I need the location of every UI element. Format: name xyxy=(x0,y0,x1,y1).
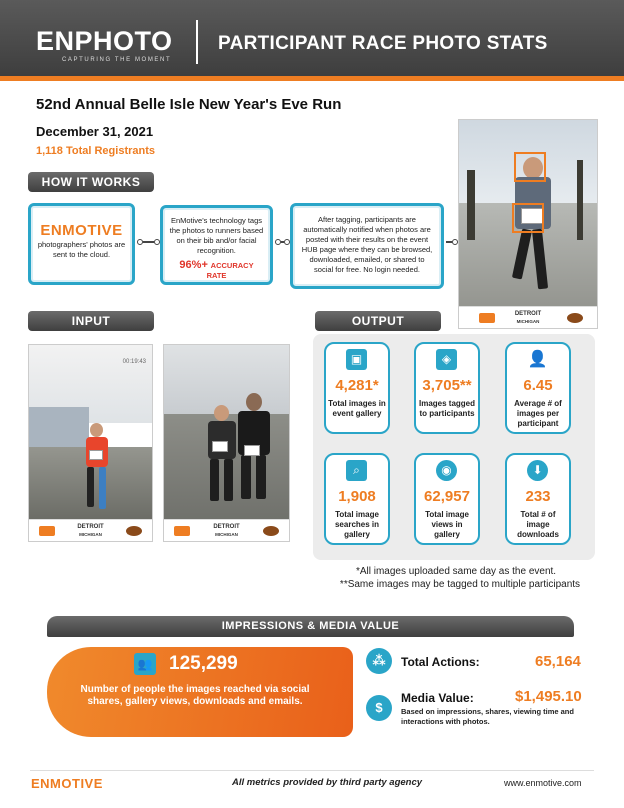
image-icon: ▣ xyxy=(346,349,367,370)
output-banner: OUTPUT xyxy=(315,311,441,331)
stat-card-image-views xyxy=(414,453,480,545)
step-1-box xyxy=(28,203,135,285)
step-2-box xyxy=(160,205,273,285)
step-1-text: photographers' photos are sent to the cloud. xyxy=(37,240,126,259)
header-divider xyxy=(196,20,198,64)
stat-label: Total # of image downloads xyxy=(517,510,559,539)
header-bar xyxy=(0,0,624,76)
footnote-tagged: **Same images may be tagged to multiple participants xyxy=(339,579,581,590)
connector-1 xyxy=(137,237,160,247)
enphoto-logo: ENPHOTO xyxy=(36,26,173,56)
stat-label: Total image views in gallery xyxy=(425,510,469,539)
tag-icon: ◈ xyxy=(436,349,457,370)
search-icon: ⌕ xyxy=(346,460,367,481)
logo-tagline: CAPTURING THE MOMENT xyxy=(62,57,172,63)
footer-enmotive-logo: ENMOTIVE xyxy=(31,776,103,791)
tagged-runner-photo xyxy=(458,119,598,329)
media-value-label: Media Value: xyxy=(401,691,474,705)
dollar-icon: $ xyxy=(366,695,392,721)
footer-divider xyxy=(30,770,594,771)
stat-value: 6.45 xyxy=(523,377,553,394)
stat-card-total-images xyxy=(324,342,390,434)
accuracy-rate xyxy=(169,260,264,281)
add-user-icon: 👤 xyxy=(527,351,548,368)
stat-card-images-tagged xyxy=(414,342,480,434)
total-actions-value: 65,164 xyxy=(535,653,581,670)
impressions-banner: IMPRESSIONS & MEDIA VALUE xyxy=(47,616,574,637)
event-title: 52nd Annual Belle Isle New Year's Eve Run xyxy=(36,96,342,113)
reach-description: Number of people the images reached via social shares, gallery views, downloads and emails. xyxy=(80,684,310,707)
header-accent-stripe xyxy=(0,76,624,81)
connector-2 xyxy=(275,237,290,247)
photo-frame-footer: DETROIT MICHIGAN xyxy=(164,519,289,541)
stat-card-image-downloads xyxy=(505,453,571,545)
reach-panel xyxy=(47,647,353,737)
connector-3 xyxy=(446,237,458,247)
photo-frame-footer: DETROIT MICHIGAN xyxy=(29,519,152,541)
people-icon: 👥 xyxy=(134,653,156,675)
total-registrants: 1,118 Total Registrants xyxy=(36,145,156,157)
step-3-box xyxy=(290,203,444,289)
stat-value: 3,705** xyxy=(422,377,472,394)
download-icon: ⬇ xyxy=(527,460,548,481)
stat-value: 4,281* xyxy=(335,377,379,394)
input-photo-1: 00:19:43 DETROIT MICHIGAN xyxy=(28,344,153,542)
input-photo-2 xyxy=(163,344,290,542)
face-detection-box xyxy=(514,152,546,182)
stat-label: Total image searches in gallery xyxy=(334,510,380,539)
media-value-note: Based on impressions, shares, viewing time and interactions with photos. xyxy=(401,707,574,726)
how-it-works-banner: HOW IT WORKS xyxy=(28,172,154,192)
enmotive-logo: ENMOTIVE xyxy=(40,222,123,239)
network-icon: ⁂ xyxy=(366,648,392,674)
photo-frame-footer: DETROIT MICHIGAN xyxy=(459,306,597,328)
accuracy-value: 96%+ xyxy=(179,259,208,271)
stat-label: Average # of images per participant xyxy=(514,399,562,428)
stat-label: Images tagged to participants xyxy=(418,399,475,418)
event-date: December 31, 2021 xyxy=(36,124,154,139)
step-3-text: After tagging, participants are automatically notified when photos are posted with their results on the event HUB page where they can be browsed, downloaded, emailed, or shared to social for free. No login needed. xyxy=(301,215,433,274)
total-actions-label: Total Actions: xyxy=(401,655,480,669)
footer-url[interactable]: www.enmotive.com xyxy=(504,778,582,788)
stat-value: 1,908 xyxy=(338,488,376,505)
eye-icon: ◉ xyxy=(436,460,457,481)
stat-value: 233 xyxy=(525,488,551,505)
stat-label: Total images in event gallery xyxy=(328,399,386,418)
stat-card-image-searches xyxy=(324,453,390,545)
stat-card-avg-images xyxy=(505,342,571,434)
step-2-text: EnMotive's technology tags the photos to runners based on their bib and/or facial recognition. xyxy=(169,216,264,255)
input-banner: INPUT xyxy=(28,311,154,331)
accuracy-label: ACCURACY RATE xyxy=(206,261,254,280)
bib-detection-box xyxy=(512,203,544,233)
footer-note: All metrics provided by third party agency xyxy=(232,777,423,788)
reach-value: 125,299 xyxy=(169,653,238,674)
footnote-uploaded: *All images uploaded same day as the event. xyxy=(355,566,557,577)
stat-value: 62,957 xyxy=(424,488,470,505)
page-title: PARTICIPANT RACE PHOTO STATS xyxy=(218,33,548,54)
media-value-value: $1,495.10 xyxy=(515,688,582,705)
